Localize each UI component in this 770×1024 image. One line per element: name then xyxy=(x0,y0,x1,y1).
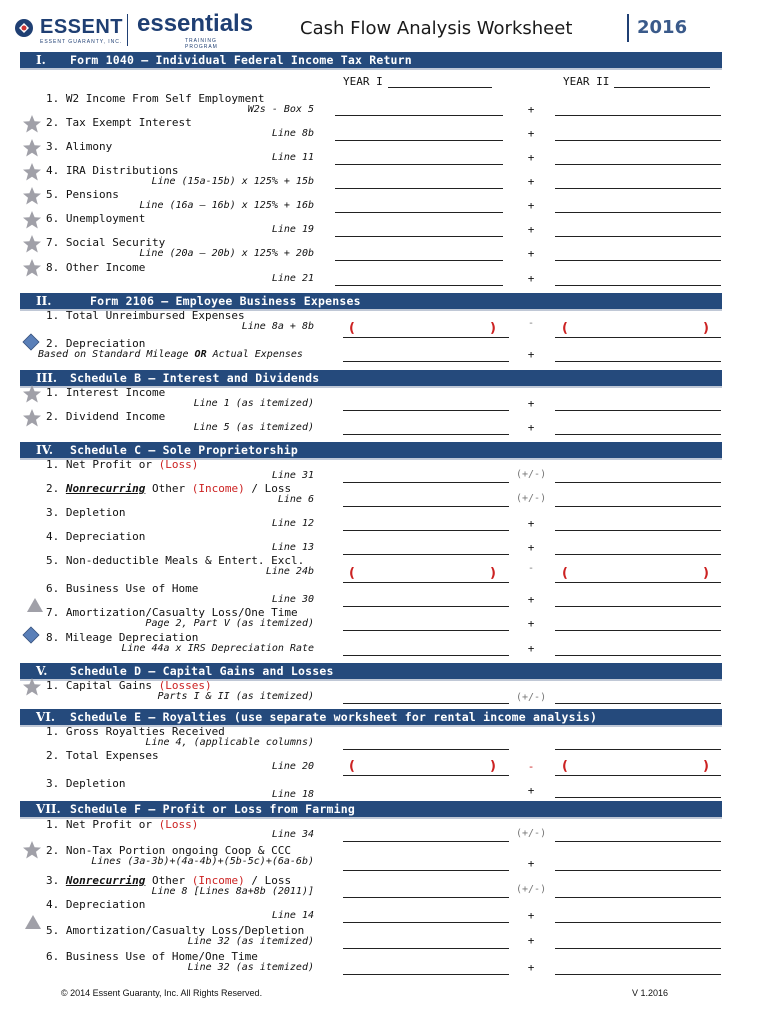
s4-item-1-red: (Loss) xyxy=(158,458,199,471)
s1-item-7-op: + xyxy=(527,247,535,260)
essent-logo-subtext: ESSENT GUARANTY, INC. xyxy=(40,39,123,45)
s4-item-7-year1-field[interactable] xyxy=(343,630,509,631)
s7-item-1-text: 1. Net Profit or xyxy=(46,818,159,831)
s1-item-8-op: + xyxy=(527,272,535,285)
s1-item-1-op: + xyxy=(527,103,535,116)
s6-item-3-ref: Line 18 xyxy=(271,789,314,800)
s7-item-3-loss: / Loss xyxy=(244,874,292,887)
s4-item-4-year1-field[interactable] xyxy=(343,554,509,555)
section-number: IV. xyxy=(36,443,54,457)
s3-item-1-year1-field[interactable] xyxy=(343,410,509,411)
s1-item-4-year2-field[interactable] xyxy=(555,188,721,189)
s1-item-5-year1-field[interactable] xyxy=(335,212,503,213)
s4-item-7-ref: Page 2, Part V (as itemized) xyxy=(145,618,314,629)
s2-item-1-year1-close-paren: ) xyxy=(490,321,496,336)
s7-item-4-year1-field[interactable] xyxy=(343,922,509,923)
s1-item-5-op: + xyxy=(527,199,535,212)
s7-item-1-label xyxy=(46,818,198,831)
s7-item-1-ref: Line 34 xyxy=(271,829,314,840)
s7-item-2-year1-field[interactable] xyxy=(343,870,509,871)
s6-item-1-year1-field[interactable] xyxy=(343,749,509,750)
star-icon xyxy=(22,138,42,158)
s4-item-5-op: - xyxy=(527,563,535,574)
s7-item-1-red: (Loss) xyxy=(158,818,199,831)
s4-item-8-year1-field[interactable] xyxy=(343,655,509,656)
s7-item-6-ref: Line 32 (as itemized) xyxy=(187,962,314,973)
s6-item-2-year2-close-paren: ) xyxy=(703,759,709,774)
s7-item-5-ref: Line 32 (as itemized) xyxy=(187,936,314,947)
s7-item-3-income: (Income) xyxy=(191,874,245,887)
s1-item-2-ref: Line 8b xyxy=(271,128,314,139)
s4-item-2-op: (+/-) xyxy=(516,493,547,504)
s7-item-3-nonrecurring: Nonrecurring xyxy=(65,874,146,887)
section-title: Form 1040 – Individual Federal Income Tax Return xyxy=(70,53,412,67)
footer-copyright: © 2014 Essent Guaranty, Inc. All Rights Reserved. xyxy=(61,988,263,998)
s4-item-2-year1-field[interactable] xyxy=(343,506,509,507)
s4-item-8-label: 8. Mileage Depreciation xyxy=(46,631,199,644)
s6-item-3-year2-field[interactable] xyxy=(555,797,721,798)
logo-divider xyxy=(127,14,128,46)
section-title: Schedule D – Capital Gains and Losses xyxy=(70,664,334,678)
s2-item-2-ref-part1: Based on Standard Mileage xyxy=(38,349,195,360)
star-icon xyxy=(22,408,42,428)
s5-item-1-text: 1. Capital Gains xyxy=(46,679,159,692)
s4-item-5-ref: Line 24b xyxy=(265,566,314,577)
section-header-1 xyxy=(20,52,722,70)
s7-item-6-year1-field[interactable] xyxy=(343,974,509,975)
s4-item-3-year1-field[interactable] xyxy=(343,530,509,531)
title-divider xyxy=(627,14,629,42)
section-title: Schedule C – Sole Proprietorship xyxy=(70,443,298,457)
s7-item-2-ref: Lines (3a-3b)+(4a-4b)+(5b-5c)+(6a-6b) xyxy=(91,856,314,867)
s1-item-5-ref: Line (16a – 16b) x 125% + 16b xyxy=(139,200,314,211)
s6-item-2-year1-field[interactable] xyxy=(343,775,509,776)
s1-item-8-year2-field[interactable] xyxy=(555,285,721,286)
s5-item-1-red: (Losses) xyxy=(158,679,212,692)
s7-item-3-num: 3. xyxy=(46,874,66,887)
s4-item-4-ref: Line 13 xyxy=(271,542,314,553)
s7-item-5-label: 5. Amortization/Casualty Loss/Depletion xyxy=(46,924,305,937)
s4-item-2-income: (Income) xyxy=(191,482,245,495)
s4-item-8-ref: Line 44a x IRS Depreciation Rate xyxy=(121,643,314,654)
s2-item-1-year2-open-paren: ( xyxy=(562,321,568,336)
s4-item-8-op: + xyxy=(527,642,535,655)
s6-item-2-year2-field[interactable] xyxy=(555,775,721,776)
s7-item-6-op: + xyxy=(527,961,535,974)
year2-header: YEAR II xyxy=(563,75,610,88)
s2-item-2-year1-field[interactable] xyxy=(343,361,509,362)
footer-version: V 1.2016 xyxy=(632,988,669,998)
s2-item-2-ref-or: OR xyxy=(194,349,207,360)
s3-item-1-year2-field[interactable] xyxy=(555,410,721,411)
s1-item-8-year1-field[interactable] xyxy=(335,285,503,286)
s7-item-4-op: + xyxy=(527,909,535,922)
s7-item-3-op: (+/-) xyxy=(516,884,547,895)
s1-item-6-op: + xyxy=(527,223,535,236)
year2-header-line xyxy=(614,87,710,88)
s1-item-6-label: 6. Unemployment xyxy=(46,212,146,225)
s1-item-3-op: + xyxy=(527,151,535,164)
s1-item-7-year2-field[interactable] xyxy=(555,260,721,261)
s4-item-7-label: 7. Amortization/Casualty Loss/One Time xyxy=(46,606,298,619)
s2-item-1-op: - xyxy=(527,318,535,329)
star-icon xyxy=(22,234,42,254)
s2-item-1-ref: Line 8a + 8b xyxy=(241,321,314,332)
section-number: VII. xyxy=(36,802,61,816)
s1-item-1-ref: W2s - Box 5 xyxy=(247,104,314,115)
essent-logo xyxy=(14,14,124,48)
section-title: Schedule F – Profit or Loss from Farming xyxy=(70,802,355,816)
s4-item-4-year2-field[interactable] xyxy=(555,554,721,555)
s7-item-3-other: Other xyxy=(145,874,192,887)
essentials-logo-text: essentials xyxy=(137,10,254,37)
s5-item-1-year1-field[interactable] xyxy=(343,703,509,704)
s4-item-5-year2-open-paren: ( xyxy=(562,566,568,581)
triangle-icon xyxy=(26,597,44,613)
section-number: V. xyxy=(36,664,48,678)
s1-item-6-year2-field[interactable] xyxy=(555,236,721,237)
s3-item-2-year2-field[interactable] xyxy=(555,434,721,435)
s4-item-4-label: 4. Depreciation xyxy=(46,530,146,543)
s4-item-3-op: + xyxy=(527,517,535,530)
s4-item-7-op: + xyxy=(527,617,535,630)
s3-item-1-ref: Line 1 (as itemized) xyxy=(193,398,314,409)
year1-header: YEAR I xyxy=(343,75,383,88)
s7-item-2-year2-field[interactable] xyxy=(555,870,721,871)
s7-item-6-year2-field[interactable] xyxy=(555,974,721,975)
s7-item-5-year1-field[interactable] xyxy=(343,948,509,949)
s1-item-7-ref: Line (20a – 20b) x 125% + 20b xyxy=(139,248,314,259)
s4-item-6-year2-field[interactable] xyxy=(555,606,721,607)
s1-item-4-year1-field[interactable] xyxy=(335,188,503,189)
section-number: III. xyxy=(36,371,58,385)
s4-item-1-ref: Line 31 xyxy=(271,470,314,481)
star-icon xyxy=(22,162,42,182)
s1-item-2-op: + xyxy=(527,127,535,140)
s3-item-2-ref: Line 5 (as itemized) xyxy=(193,422,314,433)
star-icon xyxy=(22,114,42,134)
s2-item-1-label: 1. Total Unreimbursed Expenses xyxy=(46,309,245,322)
s7-item-6-label: 6. Business Use of Home/One Time xyxy=(46,950,258,963)
essent-logo-text: ESSENT xyxy=(40,16,124,38)
section-number: II. xyxy=(36,294,52,308)
s4-item-6-ref: Line 30 xyxy=(271,594,314,605)
diamond-icon xyxy=(22,626,40,644)
s7-item-2-op: + xyxy=(527,857,535,870)
s5-item-1-ref: Parts I & II (as itemized) xyxy=(157,691,314,702)
s1-item-2-year1-field[interactable] xyxy=(335,140,503,141)
s7-item-4-ref: Line 14 xyxy=(271,910,314,921)
star-icon xyxy=(22,258,42,278)
s7-item-3-year1-field[interactable] xyxy=(343,897,509,898)
s4-item-3-label: 3. Depletion xyxy=(46,506,126,519)
title-year: 2016 xyxy=(637,17,688,38)
s2-item-2-ref xyxy=(38,349,303,360)
essent-logo-icon xyxy=(14,18,34,38)
section-number: I. xyxy=(36,53,46,67)
s6-item-2-year2-open-paren: ( xyxy=(562,759,568,774)
s3-item-1-label: 1. Interest Income xyxy=(46,386,166,399)
s2-item-1-year2-close-paren: ) xyxy=(703,321,709,336)
s1-item-4-label: 4. IRA Distributions xyxy=(46,164,179,177)
s2-item-2-ref-part2: Actual Expenses xyxy=(206,349,303,360)
s4-item-5-year1-field[interactable] xyxy=(343,582,509,583)
s1-item-8-ref: Line 21 xyxy=(271,273,314,284)
s4-item-3-ref: Line 12 xyxy=(271,518,314,529)
s6-item-2-ref: Line 20 xyxy=(271,761,314,772)
s4-item-5-label: 5. Non-deductible Meals & Entert. Excl. xyxy=(46,554,305,567)
s7-item-3-year2-field[interactable] xyxy=(555,897,721,898)
s2-item-2-label: 2. Depreciation xyxy=(46,337,146,350)
s4-item-2-other: Other xyxy=(145,482,192,495)
s4-item-5-year1-open-paren: ( xyxy=(349,566,355,581)
s7-item-4-label: 4. Depreciation xyxy=(46,898,146,911)
s6-item-2-label: 2. Total Expenses xyxy=(46,749,159,762)
s4-item-7-year2-field[interactable] xyxy=(555,630,721,631)
s7-item-4-year2-field[interactable] xyxy=(555,922,721,923)
s1-item-1-label: 1. W2 Income From Self Employment xyxy=(46,92,265,105)
s3-item-2-year1-field[interactable] xyxy=(343,434,509,435)
section-title: Schedule B – Interest and Dividends xyxy=(70,371,320,385)
s1-item-3-year1-field[interactable] xyxy=(335,164,503,165)
essentials-logo-subtext: TRAINING PROGRAM xyxy=(185,38,218,50)
s1-item-1-year1-field[interactable] xyxy=(335,115,503,116)
star-icon xyxy=(22,384,42,404)
s4-item-3-year2-field[interactable] xyxy=(555,530,721,531)
s1-item-7-label: 7. Social Security xyxy=(46,236,166,249)
s6-item-2-op: - xyxy=(527,760,535,773)
s6-item-1-ref: Line 4, (applicable columns) xyxy=(145,737,314,748)
s7-item-3-ref: Line 8 [Lines 8a+8b (2011)] xyxy=(151,886,314,897)
year1-header-line xyxy=(388,87,492,88)
s1-item-1-year2-field[interactable] xyxy=(555,115,721,116)
s1-item-8-label: 8. Other Income xyxy=(46,261,146,274)
s4-item-5-year2-close-paren: ) xyxy=(703,566,709,581)
s1-item-3-year2-field[interactable] xyxy=(555,164,721,165)
star-icon xyxy=(22,677,42,697)
s4-item-2-label xyxy=(46,482,291,495)
s1-item-4-op: + xyxy=(527,175,535,188)
section-title: Schedule E – Royalties (use separate worksheet for rental income analysis) xyxy=(70,710,598,724)
s4-item-1-op: (+/-) xyxy=(516,469,547,480)
page-title: Cash Flow Analysis Worksheet xyxy=(300,18,573,39)
s2-item-1-year2-field[interactable] xyxy=(555,337,721,338)
s4-item-2-year2-field[interactable] xyxy=(555,506,721,507)
s2-item-2-op: + xyxy=(527,348,535,361)
s4-item-1-label xyxy=(46,458,198,471)
s4-item-2-loss: / Loss xyxy=(244,482,292,495)
s3-item-1-op: + xyxy=(527,397,535,410)
s1-item-5-year2-field[interactable] xyxy=(555,212,721,213)
s2-item-2-year2-field[interactable] xyxy=(555,361,721,362)
s4-item-1-year1-field[interactable] xyxy=(343,482,509,483)
s1-item-7-year1-field[interactable] xyxy=(335,260,503,261)
s7-item-1-op: (+/-) xyxy=(516,828,547,839)
star-icon xyxy=(22,210,42,230)
s7-item-2-label: 2. Non-Tax Portion ongoing Coop & CCC xyxy=(46,844,292,857)
s6-item-2-year1-close-paren: ) xyxy=(490,759,496,774)
s4-item-5-year2-field[interactable] xyxy=(555,582,721,583)
s4-item-2-ref: Line 6 xyxy=(277,494,314,505)
s3-item-2-label: 2. Dividend Income xyxy=(46,410,166,423)
s1-item-3-label: 3. Alimony xyxy=(46,140,113,153)
s6-item-1-label: 1. Gross Royalties Received xyxy=(46,725,225,738)
s4-item-6-year1-field[interactable] xyxy=(343,606,509,607)
s4-item-2-nonrecurring: Nonrecurring xyxy=(65,482,146,495)
s4-item-5-year1-close-paren: ) xyxy=(490,566,496,581)
triangle-icon xyxy=(24,914,42,930)
s4-item-8-year2-field[interactable] xyxy=(555,655,721,656)
s4-item-6-op: + xyxy=(527,593,535,606)
s7-item-5-op: + xyxy=(527,934,535,947)
s1-item-2-year2-field[interactable] xyxy=(555,140,721,141)
s1-item-4-ref: Line (15a-15b) x 125% + 15b xyxy=(151,176,314,187)
s2-item-1-year1-field[interactable] xyxy=(343,337,509,338)
essentials-logo xyxy=(137,10,254,50)
section-header-7 xyxy=(20,801,722,819)
s4-item-6-label: 6. Business Use of Home xyxy=(46,582,199,595)
s1-item-6-year1-field[interactable] xyxy=(335,236,503,237)
s6-item-2-year1-open-paren: ( xyxy=(349,759,355,774)
s3-item-2-op: + xyxy=(527,421,535,434)
section-number: VI. xyxy=(36,710,56,724)
section-title: Form 2106 – Employee Business Expenses xyxy=(90,294,361,308)
star-icon xyxy=(22,186,42,206)
s5-item-1-op: (+/-) xyxy=(516,692,547,703)
s7-item-1-year2-field[interactable] xyxy=(555,841,721,842)
s7-item-5-year2-field[interactable] xyxy=(555,948,721,949)
s6-item-1-year2-field[interactable] xyxy=(555,749,721,750)
s1-item-6-ref: Line 19 xyxy=(271,224,314,235)
s1-item-3-ref: Line 11 xyxy=(271,152,314,163)
s6-item-3-label: 3. Depletion xyxy=(46,777,126,790)
s4-item-2-num: 2. xyxy=(46,482,66,495)
s4-item-4-op: + xyxy=(527,541,535,554)
star-icon xyxy=(22,840,42,860)
s1-item-5-label: 5. Pensions xyxy=(46,188,119,201)
s1-item-2-label: 2. Tax Exempt Interest xyxy=(46,116,192,129)
s7-item-1-year1-field[interactable] xyxy=(343,841,509,842)
s4-item-1-text: 1. Net Profit or xyxy=(46,458,159,471)
s6-item-3-op: + xyxy=(527,784,535,797)
s2-item-1-year1-open-paren: ( xyxy=(349,321,355,336)
s5-item-1-year2-field[interactable] xyxy=(555,703,721,704)
s4-item-1-year2-field[interactable] xyxy=(555,482,721,483)
